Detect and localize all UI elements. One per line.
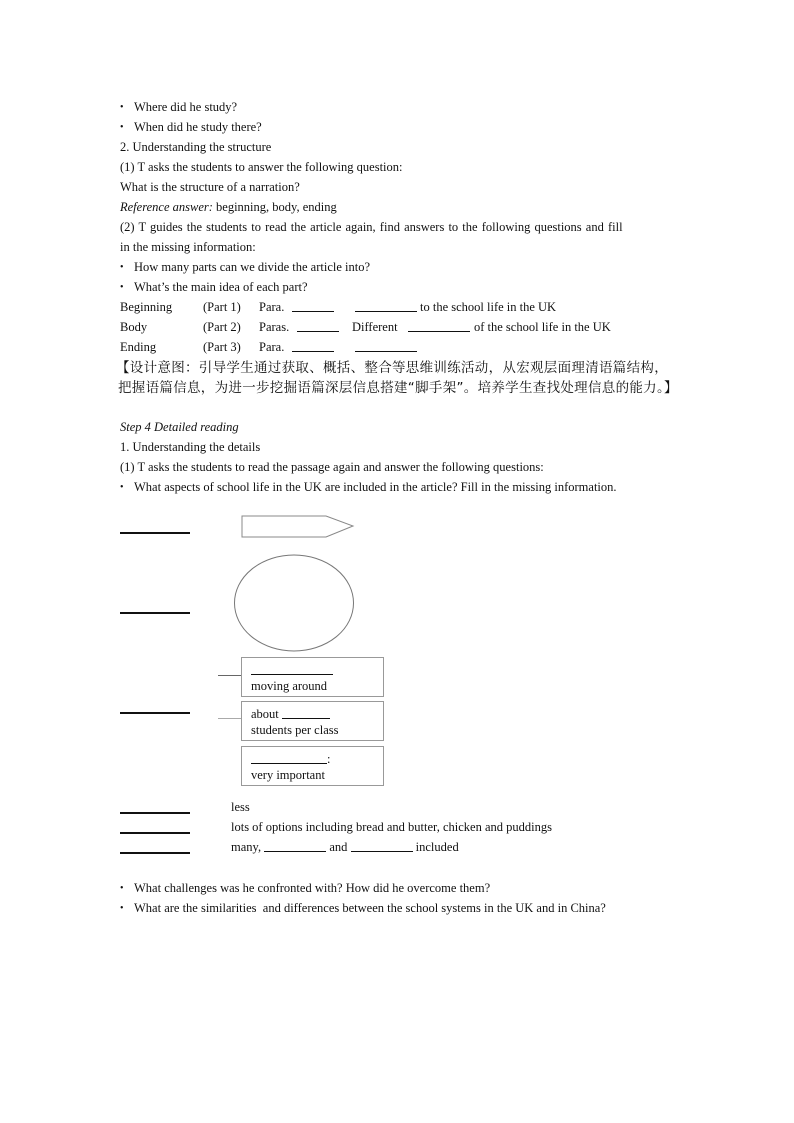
design-note-line-2: 把握语篇信息，为进一步挖掘语篇深层信息搭建“脚手架”。培养学生查找处理信息的能力。】 — [118, 380, 678, 396]
row-many — [231, 839, 459, 855]
detail-box-important — [241, 746, 384, 786]
idea-blank[interactable] — [355, 339, 417, 352]
reference-answer-label: Reference answer: — [120, 200, 213, 214]
arrow-shape — [240, 514, 358, 542]
part-prefix: Different — [352, 320, 398, 334]
part-suffix: of the school life in the UK — [474, 320, 611, 334]
structure-task-2-line-1: (2) T guides the students to read the article again, find answers to the following questions and fill — [120, 220, 623, 234]
para-blank[interactable] — [292, 299, 334, 312]
answer-blank-5[interactable] — [120, 832, 190, 834]
part-number: (Part 1) — [203, 300, 241, 314]
question-where-study: • Where did he study? — [120, 99, 237, 116]
ellipse-shape — [232, 552, 356, 654]
question-how-many-parts: • How many parts can we divide the article into? — [120, 259, 370, 276]
box-text: moving around — [251, 679, 328, 693]
part-section: Body — [120, 320, 148, 334]
row-and-text: and — [329, 840, 348, 854]
connector-line — [218, 718, 241, 719]
design-note-line-1: 【设计意图：引导学生通过获取、概括、整合等思维训练活动，从宏观层面理清语篇结构， — [116, 360, 668, 376]
answer-blank-1[interactable] — [120, 532, 190, 534]
step4-task: (1) T asks the students to read the passage again and answer the following questions: — [120, 460, 544, 474]
connector-line — [218, 675, 241, 676]
box-blank[interactable] — [251, 662, 333, 675]
detail-box-moving — [241, 657, 384, 697]
box-text: very important — [251, 768, 325, 782]
para-blank[interactable] — [292, 339, 334, 352]
box-blank[interactable] — [251, 751, 327, 764]
row-many-text: many, — [231, 840, 262, 854]
structure-question: What is the structure of a narration? — [120, 180, 300, 194]
part-para: Paras. — [259, 320, 290, 334]
part-section: Ending — [120, 340, 157, 354]
idea-blank[interactable] — [408, 319, 470, 332]
part-para: Para. — [259, 340, 285, 354]
structure-heading: 2. Understanding the structure — [120, 140, 272, 154]
idea-blank[interactable] — [355, 299, 417, 312]
part-para: Para. — [259, 300, 285, 314]
para-blank[interactable] — [297, 319, 339, 332]
row-included-text: included — [415, 840, 459, 854]
structure-task-2-line-2: in the missing information: — [120, 240, 256, 254]
step4-title: Step 4 Detailed reading — [120, 420, 239, 434]
row-options: lots of options including bread and butter, chicken and puddings — [231, 820, 552, 834]
step4-heading: 1. Understanding the details — [120, 440, 261, 454]
box-text-prefix: about — [251, 707, 279, 721]
question-similarities: • What are the similarities and differences between the school systems in the UK and in China? — [120, 900, 606, 917]
answer-blank-3[interactable] — [120, 712, 190, 714]
question-aspects: • What aspects of school life in the UK are included in the article? Fill in the missing information. — [120, 479, 617, 496]
reference-answer-text: beginning, body, ending — [216, 200, 337, 214]
row-less: less — [231, 800, 250, 814]
question-challenges: • What challenges was he confronted with? How did he overcome them? — [120, 880, 490, 897]
part-number: (Part 3) — [203, 340, 241, 354]
answer-blank-4[interactable] — [120, 812, 190, 814]
part-section: Beginning — [120, 300, 173, 314]
part-suffix: to the school life in the UK — [420, 300, 557, 314]
reference-answer-line — [120, 199, 337, 215]
question-when-study: • When did he study there? — [120, 119, 262, 136]
answer-blank-6[interactable] — [120, 852, 190, 854]
box-text: students per class — [251, 723, 339, 737]
answer-blank-2[interactable] — [120, 612, 190, 614]
structure-task-1: (1) T asks the students to answer the following question: — [120, 160, 403, 174]
box-blank[interactable] — [282, 706, 330, 719]
detail-box-students — [241, 701, 384, 741]
row-blank-1[interactable] — [264, 839, 326, 852]
part-number: (Part 2) — [203, 320, 241, 334]
question-main-idea: • What’s the main idea of each part? — [120, 279, 308, 296]
row-blank-2[interactable] — [351, 839, 413, 852]
box-colon: : — [327, 752, 331, 766]
